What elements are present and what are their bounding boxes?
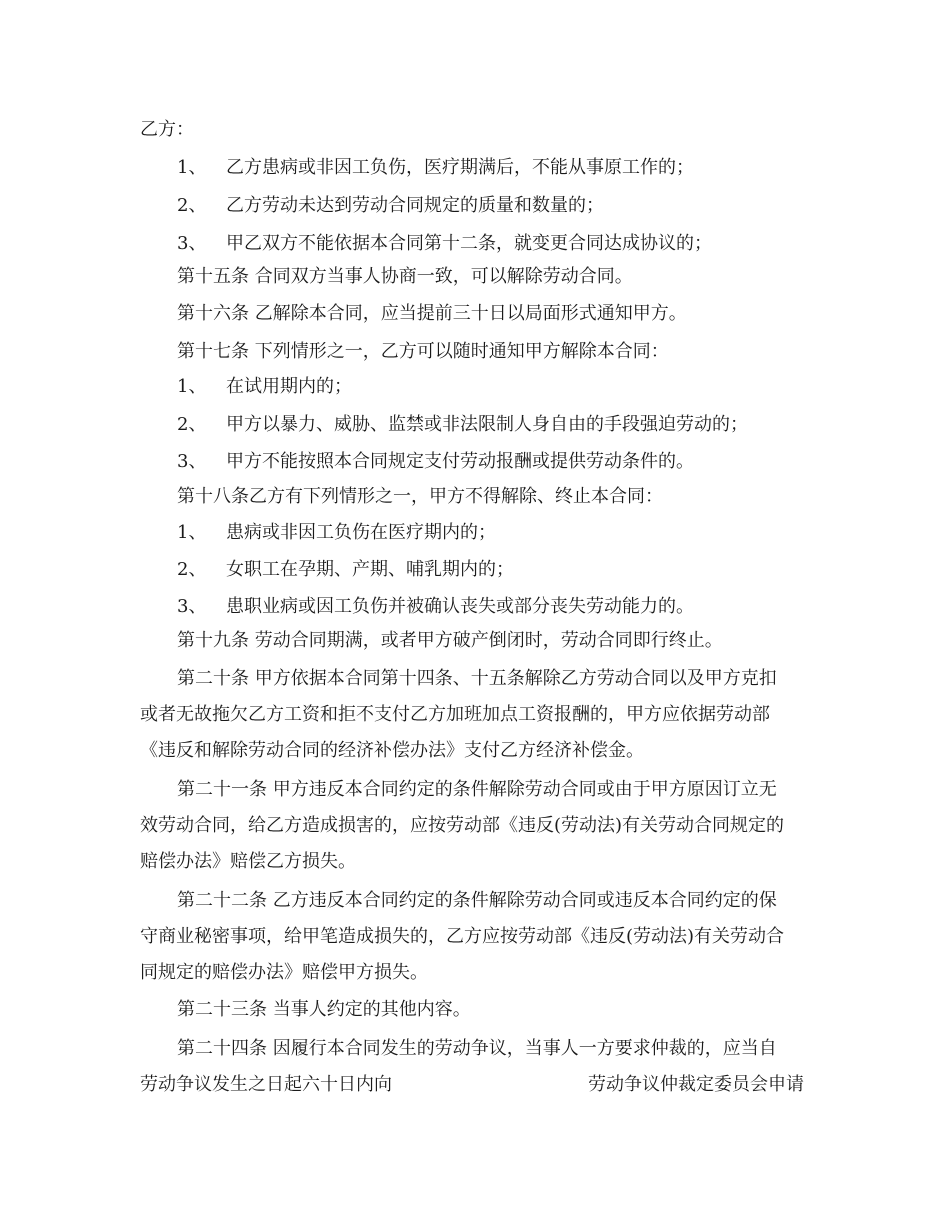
article-text: 劳动争议仲裁定委员会申请 xyxy=(588,1074,804,1095)
list-item-text: 甲乙双方不能依据本合同第十二条，就变更合同达成协议的； xyxy=(226,233,712,254)
article-text: 《违反和解除劳动合同的经济补偿办法》支付乙方经济补偿金。 xyxy=(140,740,644,761)
article-text: 第二十四条 因履行本合同发生的劳动争议，当事人一方要求仲裁的，应当自 xyxy=(177,1038,777,1059)
list-item-number: 1、 xyxy=(177,376,207,397)
article-text: 赔偿办法》赔偿乙方损失。 xyxy=(140,851,356,872)
list-item-text: 乙方劳动未达到劳动合同规定的质量和数量的； xyxy=(226,195,604,216)
article-text: 第二十二条 乙方违反本合同约定的条件解除劳动合同或违反本合同约定的保 xyxy=(177,890,777,911)
article-text: 第二十条 甲方依据本合同第十四条、十五条解除乙方劳动合同以及甲方克扣 xyxy=(177,668,777,689)
article-text: 第二十三条 当事人约定的其他内容。 xyxy=(177,999,471,1020)
list-item-text: 患职业病或因工负伤并被确认丧失或部分丧失劳动能力的。 xyxy=(226,596,694,617)
article-text: 第二十一条 甲方违反本合同约定的条件解除劳动合同或由于甲方原因订立无 xyxy=(177,779,777,800)
list-item-number: 3、 xyxy=(177,233,207,254)
article-text: 守商业秘密事项，给甲笔造成损失的，乙方应按劳动部《违反(劳动法)有关劳动合 xyxy=(140,926,785,947)
article-text: 劳动争议发生之日起六十日内向 xyxy=(140,1074,392,1095)
article-text: 第十六条 乙解除本合同，应当提前三十日以局面形式通知甲方。 xyxy=(177,303,687,324)
list-item-number: 2、 xyxy=(177,559,207,580)
article-text: 第十五条 合同双方当事人协商一致，可以解除劳动合同。 xyxy=(177,266,633,287)
party-b-label-text: 乙方： xyxy=(140,119,194,140)
list-item-text: 甲方不能按照本合同规定支付劳动报酬或提供劳动条件的。 xyxy=(226,451,694,472)
article-text: 效劳动合同，给乙方造成损害的，应按劳动部《违反(劳动法)有关劳动合同规定的 xyxy=(140,815,785,836)
list-item-number: 2、 xyxy=(177,195,207,216)
article-text: 同规定的赔偿办法》赔偿甲方损失。 xyxy=(140,962,428,983)
list-item-number: 3、 xyxy=(177,596,207,617)
article-text: 第十九条 劳动合同期满，或者甲方破产倒闭时，劳动合同即行终止。 xyxy=(177,630,723,651)
list-item-text: 患病或非因工负伤在医疗期内的； xyxy=(226,522,496,543)
list-item-number: 3、 xyxy=(177,451,207,472)
list-item-text: 女职工在孕期、产期、哺乳期内的； xyxy=(226,559,514,580)
article-text: 或者无故拖欠乙方工资和拒不支付乙方加班加点工资报酬的，甲方应依据劳动部 xyxy=(140,704,770,725)
list-item-text: 甲方以暴力、威胁、监禁或非法限制人身自由的手段强迫劳动的； xyxy=(226,414,748,435)
list-item-text: 在试用期内的； xyxy=(226,376,352,397)
article-text: 第十八条乙方有下列情形之一，甲方不得解除、终止本合同： xyxy=(177,486,663,507)
list-item-number: 1、 xyxy=(177,522,207,543)
list-item-text: 乙方患病或非因工负伤，医疗期满后，不能从事原工作的； xyxy=(226,157,694,178)
article-text: 第十七条 下列情形之一，乙方可以随时通知甲方解除本合同： xyxy=(177,341,669,362)
list-item-number: 2、 xyxy=(177,414,207,435)
list-item-number: 1、 xyxy=(177,157,207,178)
